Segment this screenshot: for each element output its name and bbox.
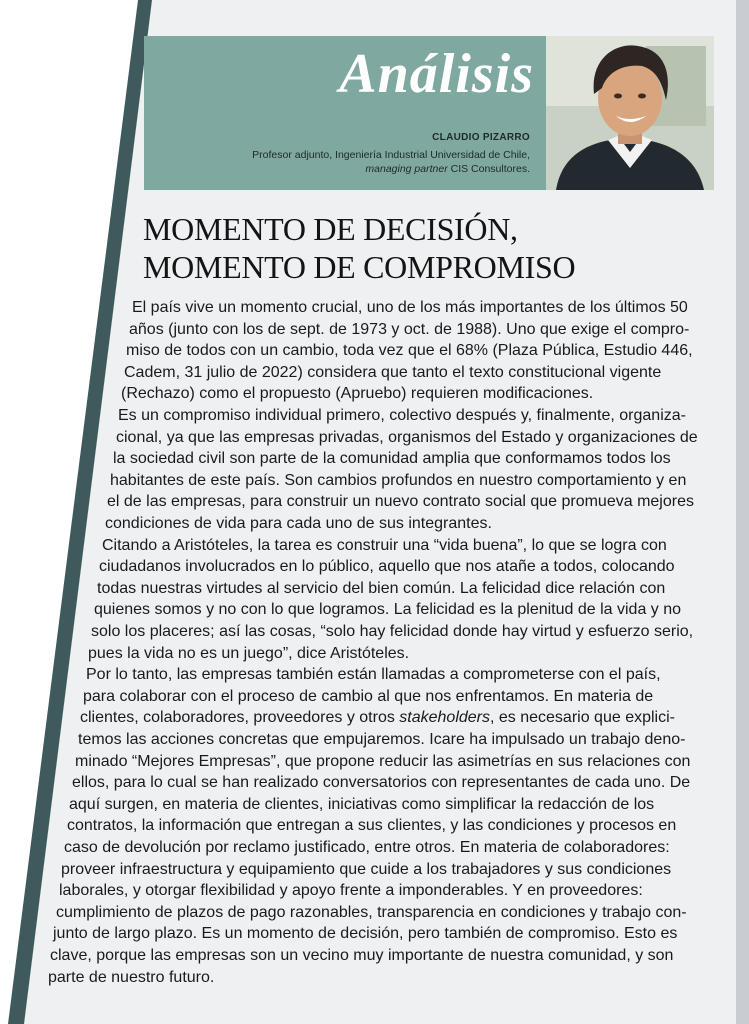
body-line: cumplimiento de plazos de pago razonables, transparencia en condiciones y trabajo con- [56,904,687,921]
body-line: Por lo tanto, las empresas también están llamadas a comprometerse con el país, [86,666,661,683]
body-line: contratos, la información que entregan a sus clientes, y las condiciones y procesos en [67,817,677,834]
headline-line-2: MOMENTO DE COMPROMISO [143,249,576,285]
body-line: clave, porque las empresas son un vecino muy importante de nuestra comunidad, y son [50,947,674,964]
body-line: laborales, y otorgar flexibilidad y apoyo frente a imponderables. Y en proveedores: [59,882,643,899]
headline-line-1: MOMENTO DE DECISIÓN, [143,211,518,247]
body-line: proveer infraestructura y equipamiento que cuide a los trabajadores y sus condiciones [61,861,672,878]
body-line: (Rechazo) como el propuesto (Apruebo) requieren modificaciones. [121,385,594,402]
body-line: cional, ya que las empresas privadas, organismos del Estado y organizaciones de [116,429,698,446]
body-line: caso de devolución por reclamo justificado, entre otros. En materia de colaboradores: [64,839,670,856]
body-line: ellos, para lo cual se han realizado conversatorios con representantes de cada uno. De [72,774,691,791]
article-headline [143,210,575,286]
italic-term: stakeholders [399,709,490,726]
author-role [252,148,530,176]
body-line: condiciones de vida para cada uno de sus integrantes. [105,515,492,532]
body-line: habitantes de este país. Son cambios profundos en nuestro comportamiento y en [110,472,687,489]
body-line-start: clientes, colaboradores, proveedores y otros [80,709,400,726]
body-line: miso de todos con un cambio, toda vez que el 68% (Plaza Pública, Estudio 446, [126,342,693,359]
body-line: pues la vida no es un juego”, dice Aristóteles. [88,645,410,662]
right-edge-shadow [736,0,749,1024]
author-role-italic: managing partner [365,163,448,175]
author-photo [546,36,714,190]
body-line: todas nuestras virtudes al servicio del bien común. La felicidad dice relación con [97,580,666,597]
body-line: Cadem, 31 julio de 2022) considera que tanto el texto constitucional vigente [124,364,662,381]
analysis-banner [144,36,546,190]
body-line: el de las empresas, para construir un nuevo contrato social que promueva mejores [107,493,694,510]
body-line: temos las acciones concretas que empujaremos. Icare ha impulsado un trabajo deno- [78,731,686,748]
body-line: Es un compromiso individual primero, colectivo después y, finalmente, organiza- [118,407,686,424]
body-line: solo los placeres; así las cosas, “solo hay felicidad donde hay virtud y esfuerzo serio, [91,623,694,640]
body-line: años (junto con los de sept. de 1973 y oct. de 1988). Uno que exige el compro- [129,321,690,338]
body-line-end: , es necesario que explici- [490,709,675,726]
body-line: Citando a Aristóteles, la tarea es construir una “vida buena”, lo que se logra con [102,537,667,554]
body-line: minado “Mejores Empresas”, que propone reducir las asimetrías en sus relaciones con [75,753,691,770]
body-line: El país vive un momento crucial, uno de los más importantes de los últimos 50 [132,299,688,316]
author-role-rest: CIS Consultores. [447,163,530,175]
body-line: parte de nuestro futuro. [48,969,215,986]
author-name: CLAUDIO PIZARRO [432,132,530,143]
body-line: para colaborar con el proceso de cambio al que nos enfrentamos. En materia de [83,688,654,705]
body-line: ciudadanos involucrados en lo público, aquello que nos atañe a todos, colocando [99,558,675,575]
body-line: aquí surgen, en materia de clientes, iniciativas como simplificar la redacción de los [69,796,655,813]
body-line [80,708,675,728]
body-line: quienes somos y no con lo que logramos. La felicidad es la plenitud de la vida y no [94,601,682,618]
body-line: la sociedad civil son parte de la comunidad amplia que conformamos todos los [113,450,671,467]
author-role-line1: Profesor adjunto, Ingeniería Industrial Universidad de Chile, [252,149,530,161]
section-title: Análisis [339,43,534,105]
body-line: junto de largo plazo. Es un momento de decisión, pero también de compromiso. Esto es [53,925,678,942]
